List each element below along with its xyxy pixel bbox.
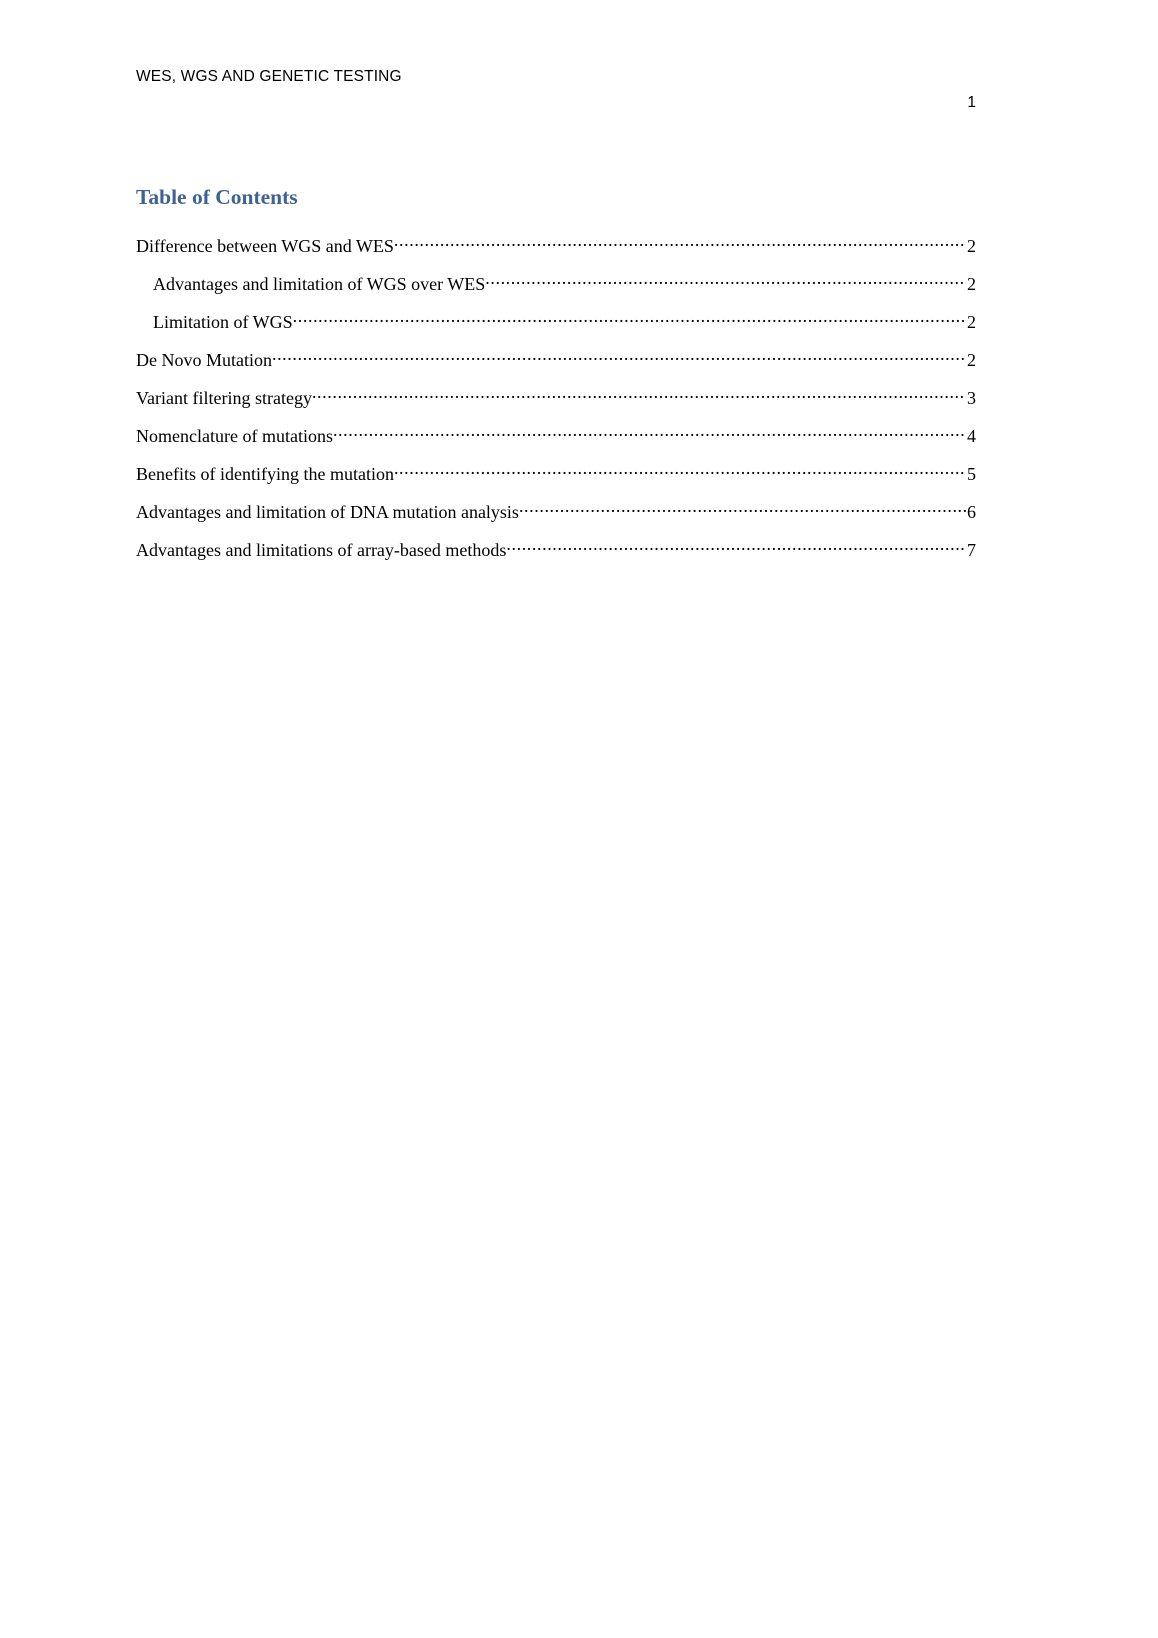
toc-entry-page-number: 2: [967, 236, 976, 256]
toc-entry-page-number: 7: [967, 540, 976, 560]
toc-entry-label: Advantages and limitation of DNA mutation analysis: [136, 502, 519, 522]
toc-entry-label: De Novo Mutation: [136, 350, 272, 370]
toc-entry-label: Difference between WGS and WES: [136, 236, 394, 256]
toc-entry[interactable]: [136, 538, 976, 576]
toc-entry-page-number: 4: [967, 426, 976, 446]
toc-entry-page-number: 2: [967, 274, 976, 294]
toc-dot-leader: [272, 348, 966, 366]
toc-entry-page-number: 3: [967, 388, 976, 408]
toc-entry-page-number: 6: [967, 502, 976, 522]
toc-dot-leader: [394, 234, 966, 252]
toc-dot-leader: [506, 538, 966, 556]
toc-entry[interactable]: [136, 234, 976, 272]
document-header-title: WES, WGS AND GENETIC TESTING: [136, 68, 402, 85]
running-header: [136, 66, 976, 92]
toc-dot-leader: [293, 310, 966, 328]
toc-entry-label: Advantages and limitations of array-based methods: [136, 540, 507, 560]
toc-entry[interactable]: [136, 424, 976, 462]
toc-dot-leader: [485, 272, 966, 290]
toc-entry-label: Variant filtering strategy: [136, 388, 312, 408]
toc-entry[interactable]: [136, 348, 976, 386]
toc-dot-leader: [394, 462, 966, 480]
toc-dot-leader: [519, 500, 966, 518]
toc-entry-page-number: 2: [967, 350, 976, 370]
toc-entry-list: [136, 234, 976, 576]
toc-entry-label: Benefits of identifying the mutation: [136, 464, 394, 484]
toc-entry[interactable]: [136, 462, 976, 500]
toc-entry-label: Limitation of WGS: [153, 312, 293, 332]
table-of-contents-heading: Table of Contents: [136, 185, 298, 209]
page-number: 1: [967, 94, 976, 111]
toc-entry[interactable]: [136, 272, 976, 310]
toc-dot-leader: [312, 386, 966, 404]
toc-entry[interactable]: [136, 310, 976, 348]
toc-entry-label: Advantages and limitation of WGS over WES: [153, 274, 486, 294]
table-of-contents: [136, 182, 976, 576]
toc-entry-label: Nomenclature of mutations: [136, 426, 333, 446]
toc-entry[interactable]: [136, 386, 976, 424]
toc-dot-leader: [333, 424, 966, 442]
toc-entry[interactable]: [136, 500, 976, 538]
toc-entry-page-number: 5: [967, 464, 976, 484]
toc-entry-page-number: 2: [967, 312, 976, 332]
